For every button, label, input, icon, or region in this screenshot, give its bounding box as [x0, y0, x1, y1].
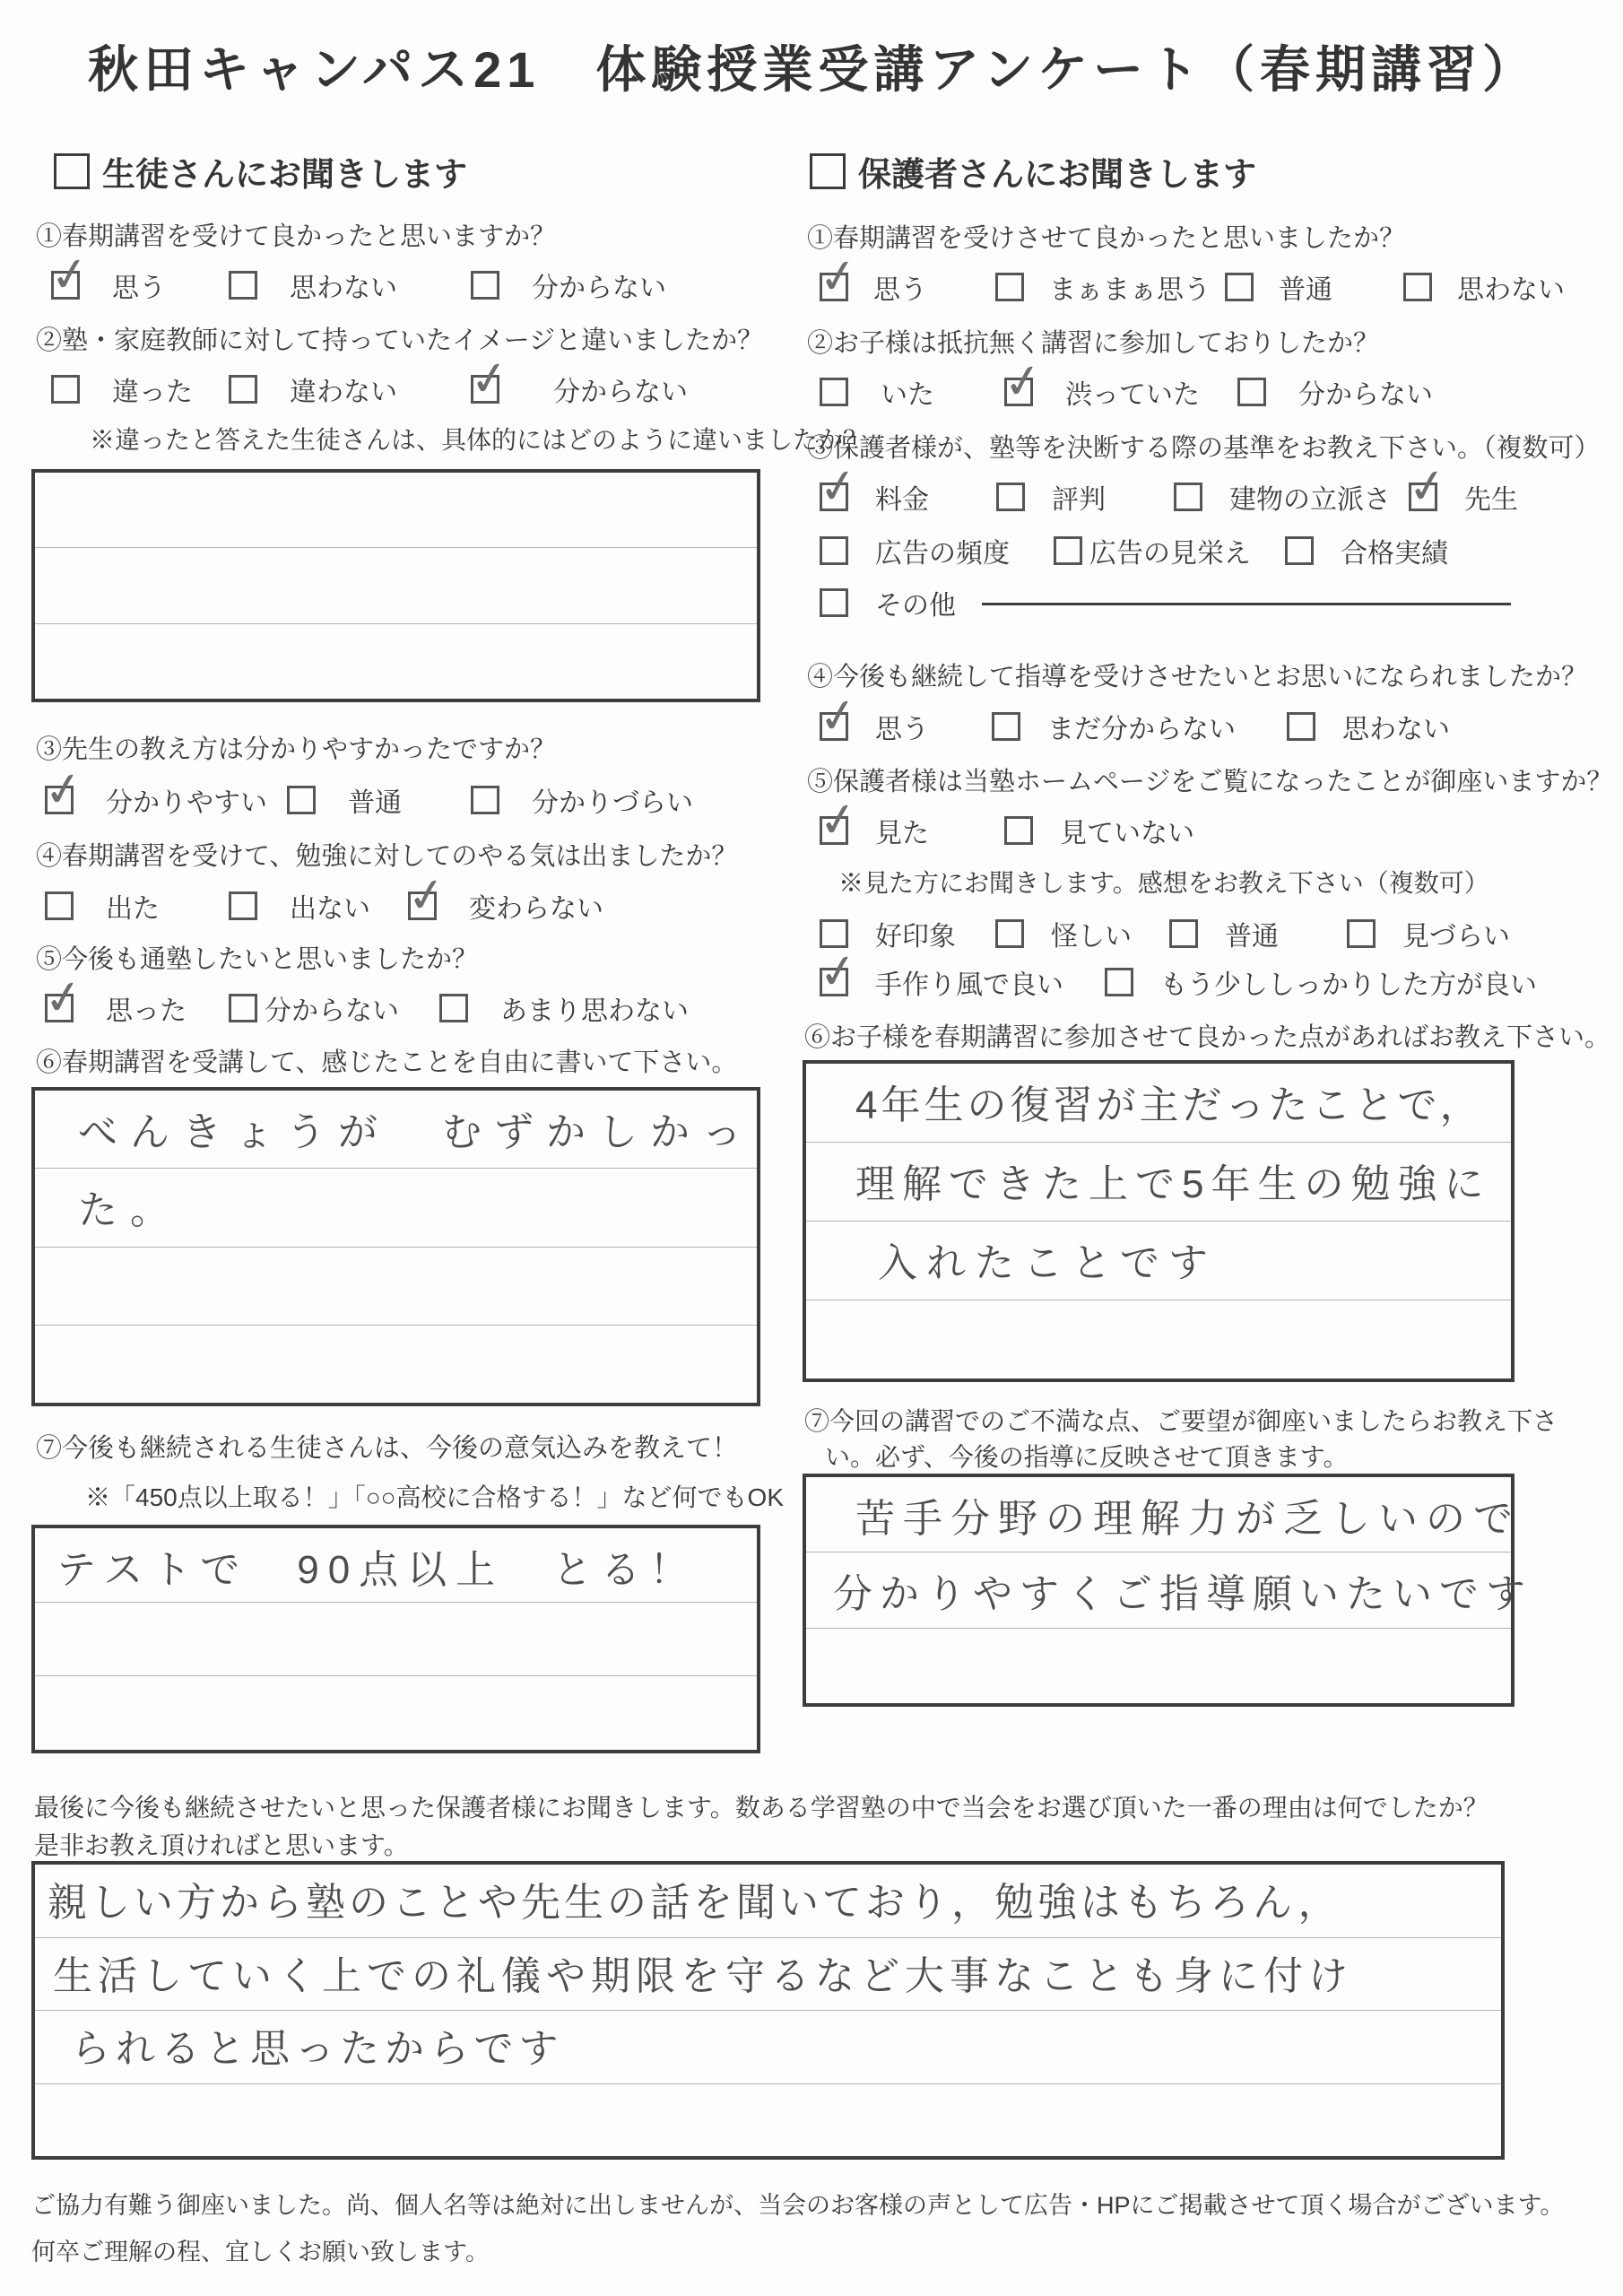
parent-q2-opt-wakaranai[interactable] [1237, 372, 1433, 412]
student-q7-note: ※「450点以上取る！」「○○高校に合格する！」など何でもOK [85, 1483, 784, 1511]
option-label: 料金 [875, 485, 929, 515]
handwritten-text: 生活していく上での礼儀や期限を守るなど大事なことも身に付け [53, 1953, 1353, 1998]
checkbox[interactable] [815, 248, 862, 306]
option-label: 広告の頻度 [875, 539, 1010, 569]
checkbox[interactable] [992, 712, 1020, 741]
option-label: 思う [873, 275, 927, 305]
parent-q5b-opt-futsuu[interactable] [1169, 914, 1279, 953]
section-heading-parent-label: 保護者さんにお聞きします [858, 156, 1256, 193]
checkmark-icon: ✓ [1404, 458, 1451, 516]
parent-q5-note: ※見た方にお聞きします。感想をお教え下さい（複数可） [838, 869, 1489, 897]
answer-row [806, 1222, 1511, 1300]
handwritten-text: 親しい方から塾のことや先生の話を聞いており，勉強はもちろん， [48, 1881, 1341, 1925]
parent-q5b-row1 [0, 914, 1623, 953]
parent-q2-opt-ita[interactable] [820, 372, 934, 412]
checkbox[interactable] [1347, 919, 1376, 948]
option-label: 手作り風で良い [875, 970, 1063, 1000]
option-label: 先生 [1464, 485, 1518, 515]
answer-row [35, 1528, 757, 1603]
parent-q4-opt-omou[interactable] [815, 688, 929, 746]
checkbox[interactable] [1000, 353, 1046, 411]
parent-q7-answer-box[interactable] [803, 1474, 1532, 1707]
option-label: いた [881, 380, 934, 410]
answer-row [35, 1938, 1501, 2012]
checkbox[interactable] [1004, 816, 1033, 845]
option-label: 変わらない [469, 894, 603, 924]
student-q6-answer-box[interactable] [31, 1087, 760, 1406]
heading-square-icon [54, 153, 90, 189]
answer-row [35, 1603, 757, 1677]
option-label: 分からない [532, 274, 666, 303]
option-label: 出た [106, 894, 160, 924]
parent-q5b-opt-tezukuri[interactable] [815, 944, 1063, 1002]
checkbox[interactable] [1403, 273, 1432, 301]
checkbox[interactable] [1404, 458, 1451, 516]
answer-row [806, 1300, 1511, 1378]
option-label: あまり思わない [500, 996, 689, 1026]
closing-answer-box[interactable] [31, 1861, 1505, 2160]
student-q3-label: ③先生の教え方は分かりやすかったですか？ [36, 735, 557, 764]
student-q7-label: ⑦今後も継続される生徒さんは、今後の意気込みを教えて！ [36, 1434, 739, 1463]
option-label: 広告の見栄え [1089, 539, 1251, 569]
checkbox[interactable] [815, 688, 862, 745]
parent-q2-opt-shibutteita[interactable] [1000, 353, 1200, 412]
checkbox[interactable] [1169, 919, 1198, 948]
parent-q3-opt-sonota[interactable] [820, 583, 956, 622]
option-label: 見づらい [1402, 922, 1510, 952]
checkbox[interactable] [815, 458, 862, 516]
option-label: 思った [106, 996, 187, 1026]
answer-row [35, 1326, 757, 1403]
option-label: 普通 [1225, 922, 1279, 952]
checkbox[interactable] [820, 919, 848, 948]
checkbox[interactable] [1225, 273, 1254, 301]
answer-row [35, 2084, 1501, 2157]
footer-line2: 何卒ご理解の程、宜しくお願い致します。 [31, 2239, 490, 2266]
answer-row [806, 1477, 1521, 1552]
parent-q1-options [0, 248, 1623, 307]
handwritten-text: 入れたことです [878, 1241, 1217, 1285]
handwritten-text: 苦手分野の理解力が乏しいので [855, 1497, 1521, 1541]
option-label: 渋っていた [1065, 380, 1200, 410]
section-heading-student-label: 生徒さんにお聞きします [102, 156, 467, 193]
answer-row [35, 1091, 757, 1169]
handwritten-text: 4年生の復習が主だったことで， [855, 1083, 1483, 1127]
checkmark-icon: ✓ [47, 247, 93, 304]
parent-q3-row1 [0, 458, 1623, 517]
parent-q2-label: ②お子様は抵抗無く講習に参加しておりしたか？ [807, 329, 1380, 358]
parent-q5-opt-mita[interactable] [815, 792, 929, 850]
option-label: 分からない [1298, 380, 1433, 410]
student-q1-label: ①春期講習を受けて良かったと思いますか？ [36, 222, 557, 251]
parent-q1-opt-omou[interactable] [815, 248, 927, 307]
option-label: 見た [875, 819, 929, 848]
checkmark-icon: ✓ [815, 944, 862, 1001]
parent-q4-label: ④今後も継続して指導を受けさせたいとお思いになられましたか？ [807, 663, 1588, 691]
handwritten-text: テストで 90点以上 とる！ [56, 1548, 699, 1592]
parent-q3-opt-sensei[interactable] [1404, 458, 1518, 517]
checkmark-icon: ✓ [815, 792, 862, 849]
checkbox[interactable] [1237, 378, 1266, 406]
answer-row [35, 1676, 757, 1750]
option-label: 分かりづらい [532, 788, 693, 818]
checkbox[interactable] [815, 944, 862, 1001]
parent-q7-label-line1: ⑦今回の講習でのご不満な点、ご要望が御座いましたらお教え下さ [804, 1407, 1558, 1435]
parent-q5-opt-miteinai[interactable] [1004, 811, 1194, 850]
student-q2-note: ※違ったと答えた生徒さんは、具体的にはどのように違いましたか？ [90, 426, 869, 454]
answer-row [806, 1552, 1532, 1628]
checkbox[interactable] [996, 483, 1025, 511]
handwritten-text: られると思ったからです [71, 2027, 564, 2071]
checkmark-icon: ✓ [404, 867, 450, 925]
option-label: 出ない [290, 894, 370, 924]
parent-q4-opt-mada[interactable] [992, 707, 1236, 746]
option-label: その他 [875, 591, 956, 621]
checkmark-icon: ✓ [40, 970, 87, 1027]
checkbox[interactable] [820, 378, 848, 406]
checkmark-icon: ✓ [466, 351, 513, 408]
answer-row [806, 1143, 1511, 1222]
handwritten-text: た。 [78, 1188, 182, 1233]
handwritten-text: べんきょうが むずかしかっ [78, 1110, 754, 1154]
parent-q1-opt-futsuu[interactable] [1225, 267, 1332, 307]
option-label: まだ分からない [1047, 715, 1236, 744]
option-label: 思う [875, 715, 929, 744]
option-label: 普通 [1279, 275, 1332, 305]
checkmark-icon: ✓ [815, 688, 862, 745]
answer-row [35, 624, 757, 699]
checkbox[interactable] [820, 536, 848, 565]
parent-q3-opt-hyouban[interactable] [996, 477, 1106, 517]
option-label: 分からない [265, 996, 399, 1026]
handwritten-text: 理解できた上で5年生の勉強に [855, 1162, 1491, 1206]
checkbox[interactable] [995, 919, 1024, 948]
checkbox[interactable] [820, 588, 848, 617]
checkbox[interactable] [995, 273, 1024, 301]
parent-q5b-opt-mizurai[interactable] [1347, 914, 1510, 953]
parent-q1-opt-maamaa[interactable] [995, 267, 1211, 307]
checkbox[interactable] [1285, 536, 1314, 565]
parent-q5b-opt-shikkari[interactable] [1105, 962, 1537, 1002]
checkmark-icon: ✓ [40, 761, 87, 819]
option-label: 建物の立派さ [1229, 485, 1391, 515]
parent-q3-opt-tatemono[interactable] [1174, 477, 1391, 517]
option-label: 思わない [290, 274, 397, 303]
parent-q5-label: ⑤保護者様は当塾ホームページをご覧になったことが御座いますか？ [807, 768, 1613, 796]
parent-q2-options [0, 353, 1623, 412]
parent-q7-label-line2: い。必ず、今後の指導に反映させて頂きます。 [825, 1443, 1349, 1471]
heading-square-icon [810, 153, 846, 189]
closing-intro-line1: 最後に今後も継続させたいと思った保護者様にお聞きします。数ある学習塾の中で当会をお選び頂いた一番の理由は何でしたか？ [34, 1794, 1488, 1822]
checkmark-icon: ✓ [815, 458, 862, 516]
student-q7-answer-box[interactable] [31, 1525, 760, 1753]
answer-row [806, 1064, 1511, 1143]
option-label: 分からない [553, 378, 688, 407]
student-q6-label: ⑥春期講習を受講して、感じたことを自由に書いて下さい。 [36, 1048, 738, 1077]
parent-q4-opt-omowanai[interactable] [1287, 707, 1450, 746]
option-label: 思わない [1342, 715, 1450, 744]
parent-q3-label: ③保護者様が、塾等を決断する際の基準をお教え下さい。（複数可） [807, 434, 1601, 463]
handwritten-text: 分かりやすくご指導願いたいです [833, 1572, 1532, 1617]
parent-q3-row2 [0, 531, 1623, 570]
option-label: 思う [112, 274, 166, 303]
checkbox[interactable] [1287, 712, 1315, 741]
parent-q3-opt-koukoku-hindo[interactable] [820, 531, 1010, 570]
parent-q4-options [0, 688, 1623, 746]
checkmark-icon: ✓ [1000, 353, 1046, 411]
checkbox[interactable] [815, 792, 862, 849]
other-write-in-line[interactable] [982, 603, 1511, 605]
checkbox[interactable] [1174, 483, 1202, 511]
option-label: 普通 [348, 788, 402, 818]
section-heading-parent [810, 147, 1256, 196]
parent-q5b-opt-ayashii[interactable] [995, 914, 1132, 953]
checkmark-icon: ✓ [815, 248, 862, 306]
parent-q6-label: ⑥お子様を春期講習に参加させて良かった点があればお教え下さい。 [804, 1023, 1611, 1052]
option-label: 分かりやすい [106, 788, 267, 818]
option-label: まぁまぁ思う [1049, 275, 1211, 305]
section-heading-student [54, 147, 467, 196]
parent-q1-label: ①春期講習を受けさせて良かったと思いましたか？ [807, 224, 1406, 253]
student-q2-label: ②塾・家庭教師に対して持っていたイメージと違いましたか？ [36, 326, 764, 355]
parent-q3-opt-koukoku-mibae[interactable] [1054, 531, 1251, 570]
checkbox[interactable] [1105, 968, 1133, 996]
parent-q6-answer-box[interactable] [803, 1060, 1515, 1382]
option-label: 怪しい [1051, 922, 1132, 952]
option-label: 合格実績 [1341, 539, 1448, 569]
student-q4-label: ④春期講習を受けて、勉強に対してのやる気は出ましたか？ [36, 842, 738, 871]
answer-row [35, 1865, 1501, 1938]
page-title: 秋田キャンパス21 体験授業受講アンケート（春期講習） [88, 41, 1539, 98]
answer-row [35, 2011, 1501, 2084]
parent-q3-opt-ryoukin[interactable] [815, 458, 929, 517]
option-label: もう少ししっかりした方が良い [1160, 970, 1537, 1000]
option-label: 違った [112, 378, 193, 407]
answer-row [806, 1629, 1511, 1703]
option-label: 違わない [290, 378, 397, 407]
parent-q3-opt-goukaku[interactable] [1285, 531, 1448, 570]
footer-line1: ご協力有難う御座いました。尚、個人名等は絶対に出しませんが、当会のお客様の声として広告・HPにご掲載させて頂く場合がございます。 [31, 2192, 1565, 2219]
answer-row [35, 1169, 757, 1247]
option-label: 思わない [1457, 275, 1565, 305]
option-label: 好印象 [875, 922, 956, 952]
answer-row [35, 1248, 757, 1326]
student-q5-label: ⑤今後も通塾したいと思いましたか？ [36, 945, 479, 974]
checkbox[interactable] [1054, 536, 1082, 565]
option-label: 評判 [1052, 485, 1106, 515]
closing-intro-line2: 是非お教え頂ければと思います。 [34, 1831, 409, 1859]
option-label: 見ていない [1060, 819, 1194, 848]
parent-q1-opt-omowanai[interactable] [1403, 267, 1565, 307]
